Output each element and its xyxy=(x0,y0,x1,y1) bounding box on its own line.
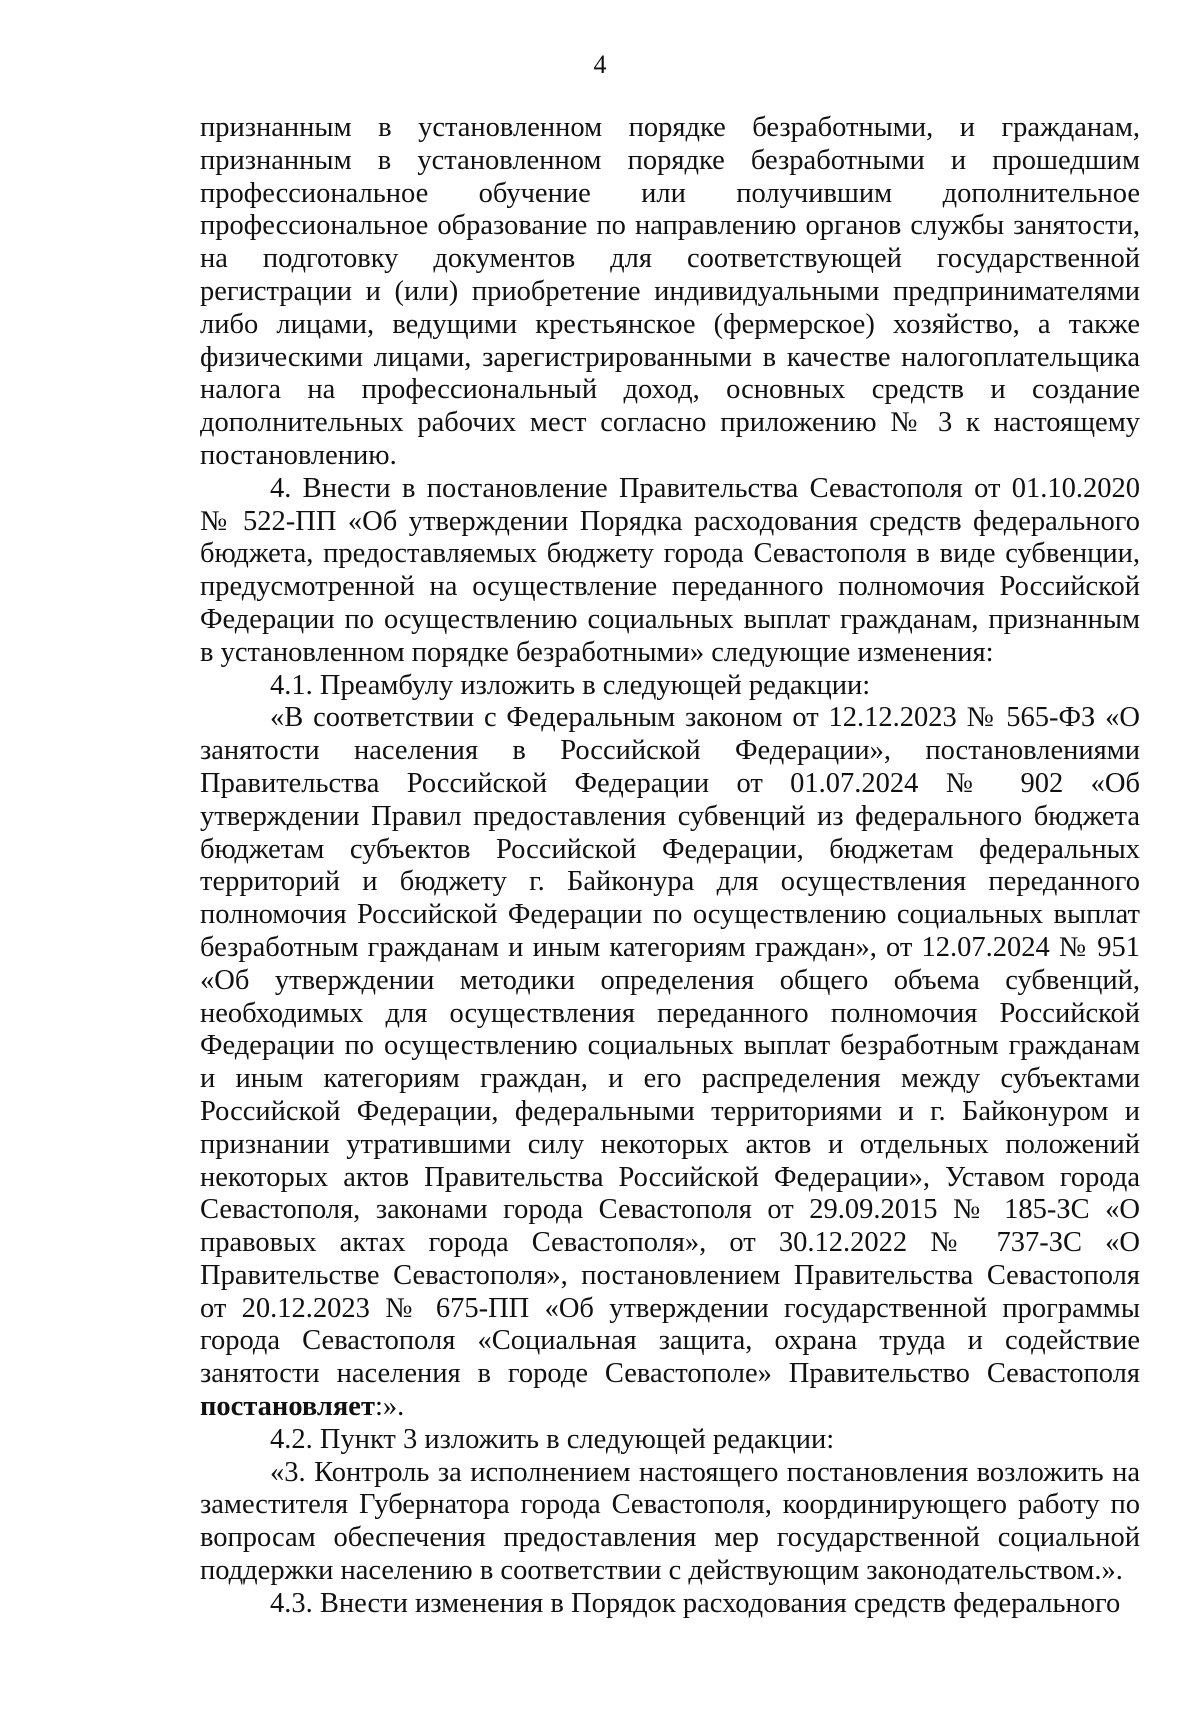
preamble-closing: :». xyxy=(374,1391,405,1423)
page-number: 4 xyxy=(593,50,607,79)
paragraph-item-4-2: 4.2. Пункт 3 изложить в следующей редакции: xyxy=(270,1423,835,1455)
document-body xyxy=(200,112,1140,1621)
paragraph-item-4: 4. Внести в постановление Правительства Севастополя от 01.10.2020 № 522-ПП «Об утверждении Порядка расходования средств федерального бюджета, предоставляемых бюджету города Севастополя в виде субвенции, предусмотренной на осуществление переданного полномочия Российской Федерации по осуществлению социальных выплат гражданам, признанным в установленном порядке безработными» следующие изменения: xyxy=(200,472,1140,668)
preamble-text: «В соответствии с Федеральным законом от 12.12.2023 № 565-ФЗ «О занятости населения в Российской Федерации», постановлениями Правительства Российской Федерации от 01.07.2024 № 902 «Об утверждении Правил предоставления субвенций из федерального бюджета бюджетам субъектов Российской Федерации, бюджетам федеральных территорий и бюджету г. Байконура для осуществления переданного полномочия Российской Федерации по осуществлению социальных выплат безработным гражданам и иным категориям граждан», от 12.07.2024 № 951 «Об утверждении методики определения общего объема субвенций, необходимых для осуществления переданного полномочия Российской Федерации по осуществлению социальных выплат безработным гражданам и иным категориям граждан, и его распределения между субъектами Российской Федерации, федеральными территориями и г. Байконуром и признании утратившими силу некоторых актов и отдельных положений некоторых актов Правительства Российской Федерации», Уставом города Севастополя, законами города Севастополя от 29.09.2015 № 185-ЗС «О правовых актах города Севастополя», от 30.12.2022 № 737-ЗС «О Правительстве Севастополя», постановлением Правительства Севастополя от 20.12.2023 № 675-ПП «Об утверждении государственной программы города Севастополя «Социальная защита, охрана труда и содействие занятости населения в городе Севастополе» Правительство Севастополя xyxy=(200,702,1140,1390)
paragraph-preamble-quote xyxy=(200,702,1140,1424)
preamble-resolves-word: постановляет xyxy=(200,1391,375,1423)
paragraph-clause-3-quote: «3. Контроль за исполнением настоящего постановления возложить на заместителя Губернатора города Севастополя, координирующего работу по вопросам обеспечения предоставления мер государственной социальной поддержки населению в соответствии с действующим законодательством.». xyxy=(200,1456,1140,1587)
paragraph-item-4-1: 4.1. Преамбулу изложить в следующей редакции: xyxy=(270,669,871,701)
paragraph-continuation: признанным в установленном порядке безработными, и гражданам, признанным в установленном порядке безработными и прошедшим профессиональное обучение или получившим дополнительное профессиональное образование по направлению органов службы занятости, на подготовку документов для соответствующей государственной регистрации и (или) приобретение индивидуальными предпринимателями либо лицами, ведущими крестьянское (фермерское) хозяйство, а также физическими лицами, зарегистрированными в качестве налогоплательщика налога на профессиональный доход, основных средств и создание дополнительных рабочих мест согласно приложению № 3 к настоящему постановлению. xyxy=(200,112,1140,471)
paragraph-item-4-3: 4.3. Внести изменения в Порядок расходования средств федерального xyxy=(270,1587,1121,1619)
